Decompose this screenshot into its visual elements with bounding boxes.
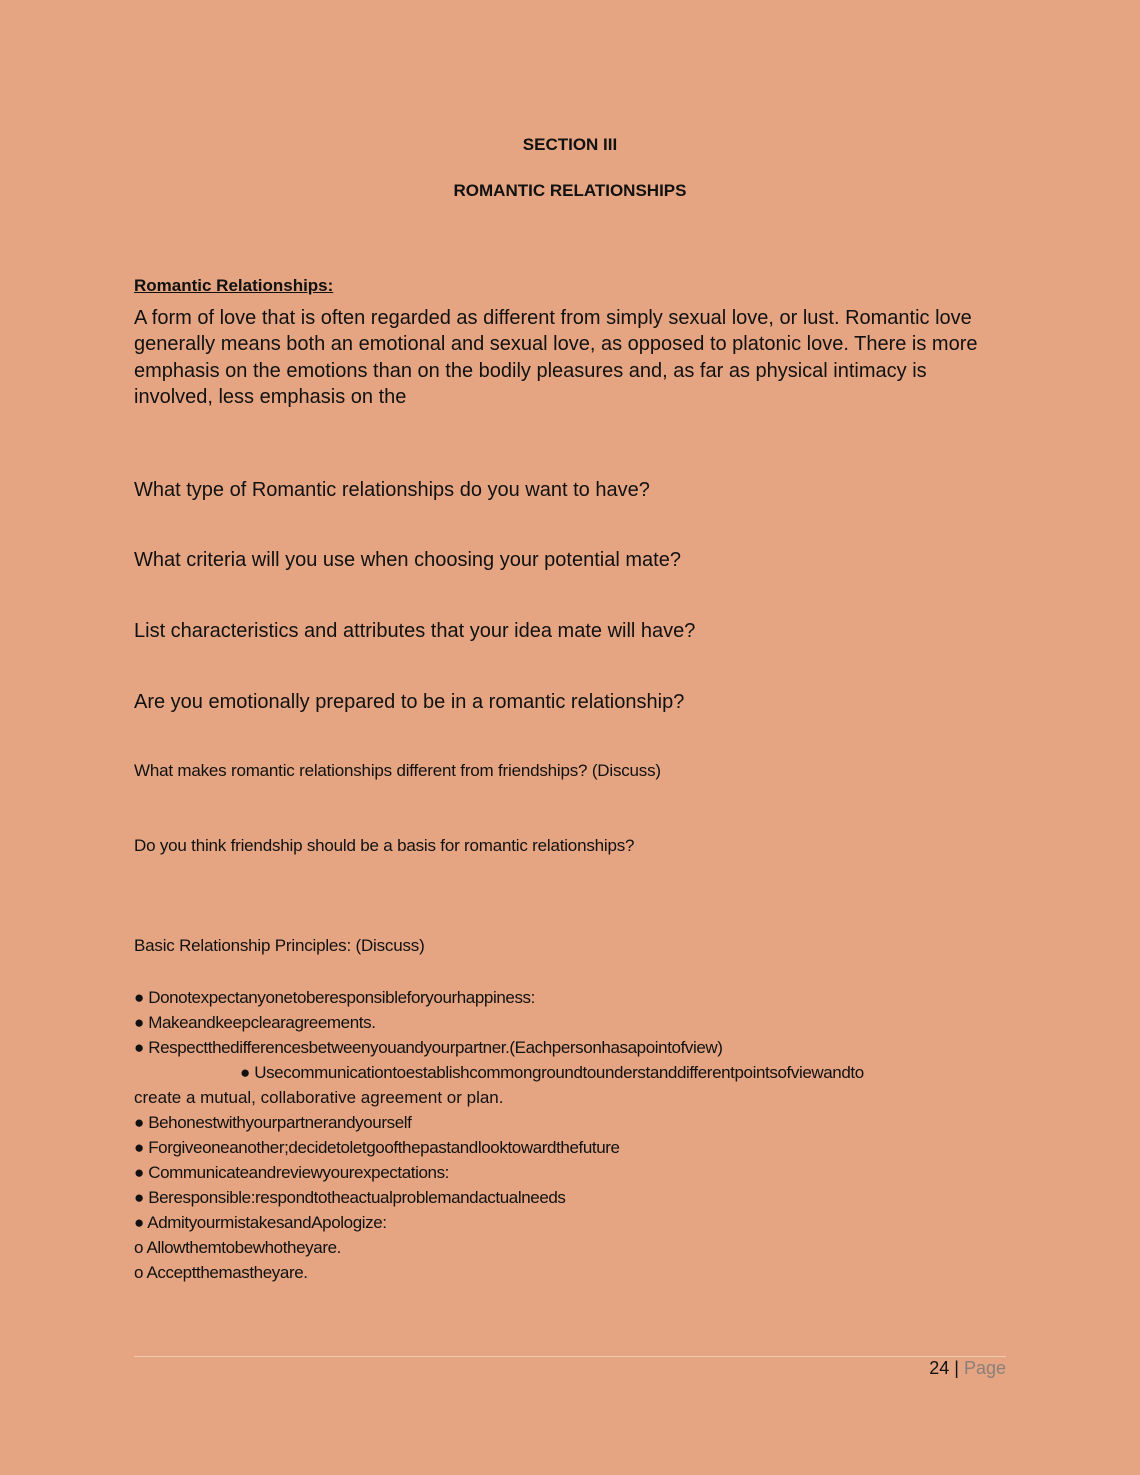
section-label: SECTION III [522, 135, 618, 154]
footer-separator: | [954, 1358, 959, 1378]
page-number: 24 [929, 1358, 950, 1378]
page-label: Page [963, 1358, 1006, 1378]
list-item: ● Forgiveoneanother;decidetoletgoofthepastandlooktowardthefuture [134, 1138, 620, 1157]
definition-paragraph [134, 305, 1014, 410]
list-item: ● Communicateandreviewyourexpectations: [134, 1163, 449, 1182]
section-heading: Romantic Relationships: [134, 276, 334, 295]
paragraph-line: generally means both an emotional and sexual love, as opposed to platonic love. There is more [134, 333, 978, 356]
question: What criteria will you use when choosing your potential mate? [134, 549, 681, 571]
page-footer [929, 1358, 1006, 1379]
paragraph-line: emphasis on the emotions than on the bodily pleasures and, as far as physical intimacy is [134, 359, 927, 382]
paragraph-line: involved, less emphasis on the [134, 385, 407, 408]
question: What type of Romantic relationships do you want to have? [134, 479, 650, 501]
list-item: ● Behonestwithyourpartnerandyourself [134, 1113, 412, 1132]
question: List characteristics and attributes that your idea mate will have? [134, 620, 696, 642]
question: Are you emotionally prepared to be in a romantic relationship? [134, 691, 685, 713]
list-item: ● Beresponsible:respondtotheactualproblemandactualneeds [134, 1188, 566, 1207]
question: Do you think friendship should be a basis for romantic relationships? [134, 836, 635, 855]
paragraph-line: A form of love that is often regarded as different from simply sexual love, or lust. Romantic love [134, 307, 972, 329]
list-item: ● Respectthedifferencesbetweenyouandyourpartner.(Eachpersonhasapointofview) [134, 1038, 723, 1057]
list-item: ● Makeandkeepclearagreements. [134, 1013, 376, 1032]
question: What makes romantic relationships different from friendships? (Discuss) [134, 761, 661, 780]
list-item: ● Usecommunicationtoestablishcommongroundtounderstanddifferentpointsofviewandto [240, 1063, 864, 1082]
principles-heading: Basic Relationship Principles: (Discuss) [134, 936, 425, 955]
principles-list [134, 985, 864, 1285]
list-item: o Allowthemtobewhotheyare. [134, 1238, 341, 1257]
list-item: ● AdmityourmistakesandApologize: [134, 1213, 387, 1232]
footer-divider [134, 1356, 1006, 1357]
list-item: o Acceptthemastheyare. [134, 1263, 308, 1282]
list-item: ● Donotexpectanyonetoberesponsibleforyourhappiness: [134, 988, 535, 1007]
list-item: create a mutual, collaborative agreement or plan. [134, 1088, 504, 1107]
page-title: ROMANTIC RELATIONSHIPS [453, 181, 687, 200]
